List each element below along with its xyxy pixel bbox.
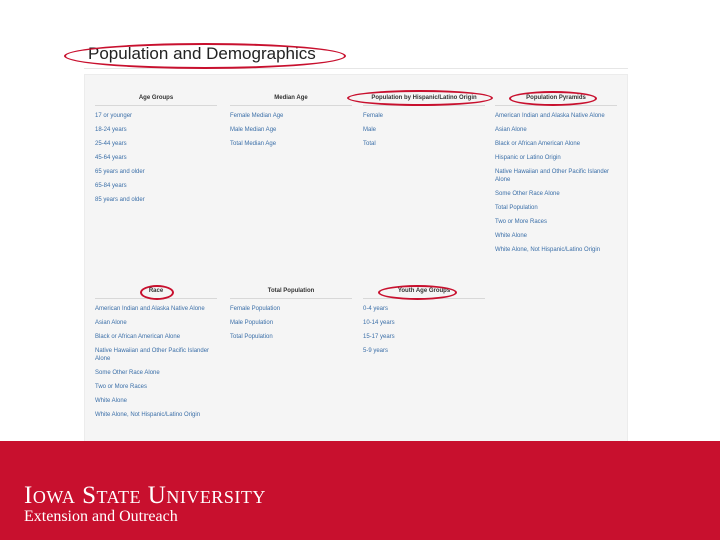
topic-link-white-alone[interactable]: White Alone	[95, 398, 128, 404]
topic-link-5-9-years[interactable]: 5-9 years	[363, 348, 389, 354]
topic-link-25-44-years[interactable]: 25-44 years	[95, 141, 127, 147]
column-header: Race	[95, 288, 217, 299]
topic-link-asian-alone[interactable]: Asian Alone	[495, 127, 527, 133]
topic-link-65-years-and-older[interactable]: 65 years and older	[95, 169, 145, 175]
column-header: Median Age	[230, 95, 352, 106]
column-header: Total Population	[230, 288, 352, 299]
topic-link-0-4-years[interactable]: 0-4 years	[363, 306, 389, 312]
column-header: Population by Hispanic/Latino Origin	[363, 95, 485, 106]
column-race	[95, 288, 217, 425]
topic-link-two-or-more-races[interactable]: Two or More Races	[95, 384, 148, 390]
topic-link-18-24-years[interactable]: 18-24 years	[95, 127, 127, 133]
topic-link-female-population[interactable]: Female Population	[230, 306, 281, 312]
column-total-population	[230, 288, 352, 347]
topic-link-10-14-years[interactable]: 10-14 years	[363, 320, 395, 326]
topic-link-some-other-race-alone[interactable]: Some Other Race Alone	[495, 191, 560, 197]
topic-link-total-population[interactable]: Total Population	[495, 205, 538, 211]
column-hispanic-origin	[363, 95, 485, 154]
topic-link-17-or-younger[interactable]: 17 or younger	[95, 113, 133, 119]
page-title: Population and Demographics	[88, 44, 316, 63]
topic-link-65-84-years[interactable]: 65-84 years	[95, 183, 127, 189]
topic-link-white-alone-not-hispanic-latino-origin[interactable]: White Alone, Not Hispanic/Latino Origin	[95, 412, 201, 418]
extension-subtitle: Extension and Outreach	[24, 508, 178, 525]
topic-link-female[interactable]: Female	[363, 113, 384, 119]
topic-link-total[interactable]: Total	[363, 141, 376, 147]
column-youth-age-groups	[363, 288, 485, 361]
topic-link-male-median-age[interactable]: Male Median Age	[230, 127, 277, 133]
topic-link-male-population[interactable]: Male Population	[230, 320, 274, 326]
topic-link-total-population[interactable]: Total Population	[230, 334, 273, 340]
column-header: Youth Age Groups	[363, 288, 485, 299]
topic-link-total-median-age[interactable]: Total Median Age	[230, 141, 277, 147]
topic-link-native-hawaiian-and-other-pacific-islander-alone[interactable]: Native Hawaiian and Other Pacific Islander Alone	[495, 169, 610, 183]
column-header: Age Groups	[95, 95, 217, 106]
topic-link-white-alone-not-hispanic-latino-origin[interactable]: White Alone, Not Hispanic/Latino Origin	[495, 247, 601, 253]
column-header: Population Pyramids	[495, 95, 617, 106]
topic-link-some-other-race-alone[interactable]: Some Other Race Alone	[95, 370, 160, 376]
column-median-age	[230, 95, 352, 154]
column-population-pyramids	[495, 95, 617, 260]
topic-link-black-or-african-american-alone[interactable]: Black or African American Alone	[495, 141, 581, 147]
topic-link-black-or-african-american-alone[interactable]: Black or African American Alone	[95, 334, 181, 340]
topic-link-two-or-more-races[interactable]: Two or More Races	[495, 219, 548, 225]
footer-banner	[0, 441, 720, 540]
topic-link-asian-alone[interactable]: Asian Alone	[95, 320, 127, 326]
university-wordmark: Iowa State University	[24, 482, 266, 509]
topic-link-85-years-and-older[interactable]: 85 years and older	[95, 197, 145, 203]
topic-link-american-indian-and-alaska-native-alone[interactable]: American Indian and Alaska Native Alone	[95, 306, 205, 312]
topic-link-45-64-years[interactable]: 45-64 years	[95, 155, 127, 161]
topics-panel	[84, 74, 628, 446]
topic-link-american-indian-and-alaska-native-alone[interactable]: American Indian and Alaska Native Alone	[495, 113, 605, 119]
topic-link-native-hawaiian-and-other-pacific-islander-alone[interactable]: Native Hawaiian and Other Pacific Islander Alone	[95, 348, 210, 362]
column-age-groups	[95, 95, 217, 210]
topic-link-female-median-age[interactable]: Female Median Age	[230, 113, 284, 119]
topic-link-hispanic-or-latino-origin[interactable]: Hispanic or Latino Origin	[495, 155, 561, 161]
topic-link-white-alone[interactable]: White Alone	[495, 233, 528, 239]
title-divider	[84, 68, 628, 69]
topic-link-male[interactable]: Male	[363, 127, 377, 133]
topic-link-15-17-years[interactable]: 15-17 years	[363, 334, 395, 340]
